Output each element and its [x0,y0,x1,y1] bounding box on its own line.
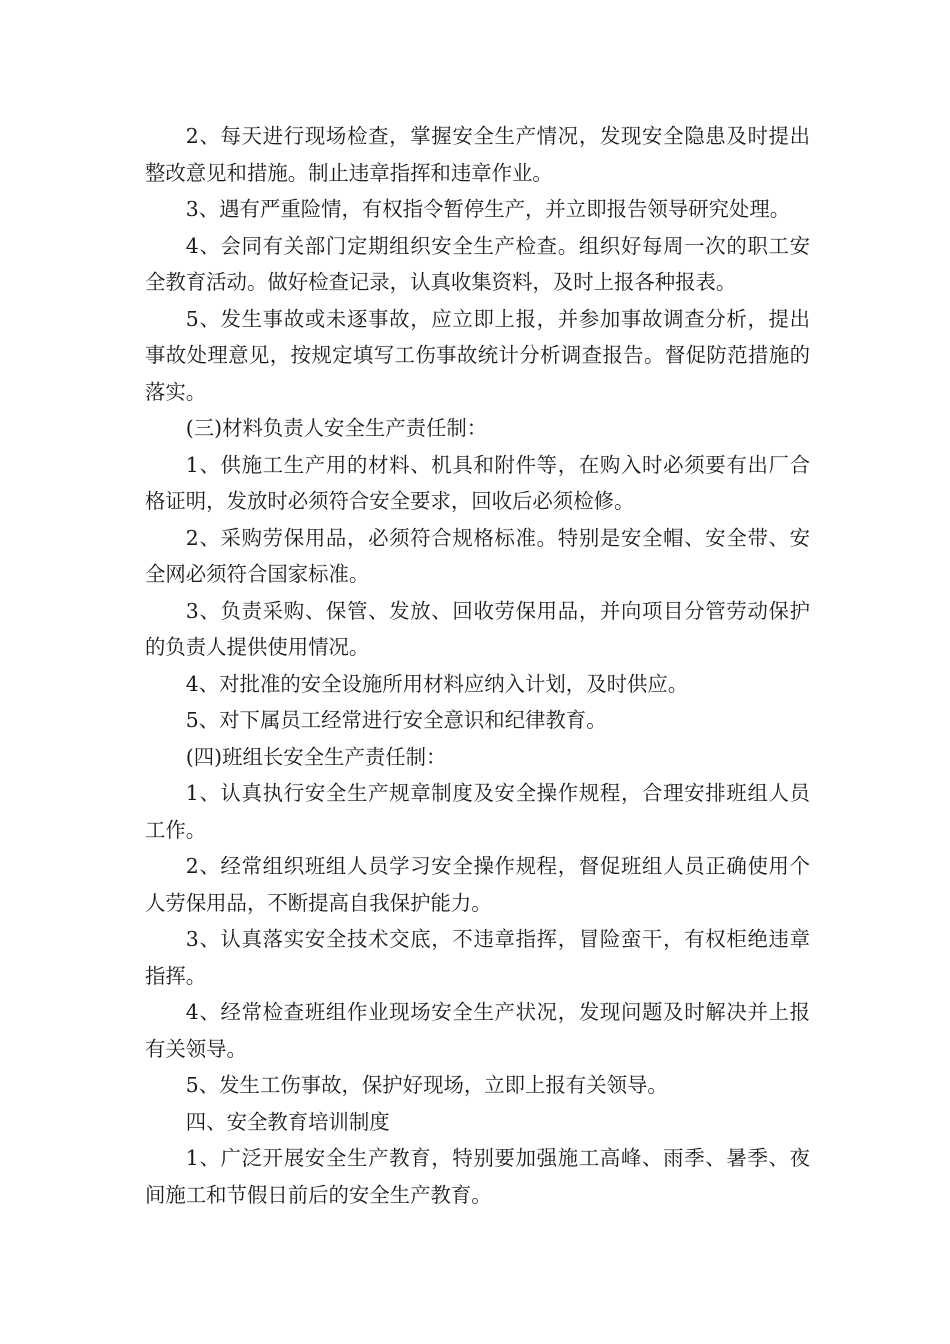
paragraph-materials-5: 5、对下属员工经常进行安全意识和纪律教育。 [185,708,607,732]
paragraph-team-5: 5、发生工伤事故，保护好现场，立即上报有关领导。 [185,1073,668,1097]
section-heading-team-leader: (四)班组长安全生产责任制： [185,744,447,769]
paragraph-materials-1: 1、供施工生产用的材料、机具和附件等，在购入时必须要有出厂合格证明，发放时必须符合安全要求，回收后必须检修。 [145,452,810,513]
document-page [145,118,810,1213]
paragraph-item-3: 3、遇有严重险情，有权指令暂停生产，并立即报告领导研究处理。 [185,197,791,221]
paragraph-item-4: 4、会同有关部门定期组织安全生产检查。组织好每周一次的职工安全教育活动。做好检查记录，认真收集资料，及时上报各种报表。 [145,233,810,294]
section-heading-training: 四、安全教育培训制度 [185,1109,390,1134]
paragraph-item-2: 2、每天进行现场检查，掌握安全生产情况，发现安全隐患及时提出整改意见和措施。制止违章指挥和违章作业。 [145,124,810,185]
paragraph-item-5: 5、发生事故或未逐事故，应立即上报，并参加事故调查分析，提出事故处理意见，按规定填写工伤事故统计分析调查报告。督促防范措施的落实。 [145,306,810,404]
paragraph-training-1: 1、广泛开展安全生产教育，特别要加强施工高峰、雨季、暑季、夜间施工和节假日前后的安全生产教育。 [145,1146,810,1207]
paragraph-team-1: 1、认真执行安全生产规章制度及安全操作规程，合理安排班组人员工作。 [145,781,810,842]
paragraph-team-4: 4、经常检查班组作业现场安全生产状况，发现问题及时解决并上报有关领导。 [145,1000,810,1061]
paragraph-materials-4: 4、对批准的安全设施所用材料应纳入计划，及时供应。 [185,671,689,696]
section-heading-materials: (三)材料负责人安全生产责任制： [185,416,488,440]
paragraph-materials-3: 3、负责采购、保管、发放、回收劳保用品，并向项目分管劳动保护的负责人提供使用情况。 [145,598,810,659]
paragraph-materials-2: 2、采购劳保用品，必须符合规格标准。特别是安全帽、安全带、安全网必须符合国家标准。 [145,525,810,586]
paragraph-team-3: 3、认真落实安全技术交底，不违章指挥，冒险蛮干，有权柜绝违章指挥。 [145,927,810,988]
paragraph-team-2: 2、经常组织班组人员学习安全操作规程，督促班组人员正确使用个人劳保用品，不断提高自我保护能力。 [145,854,810,915]
